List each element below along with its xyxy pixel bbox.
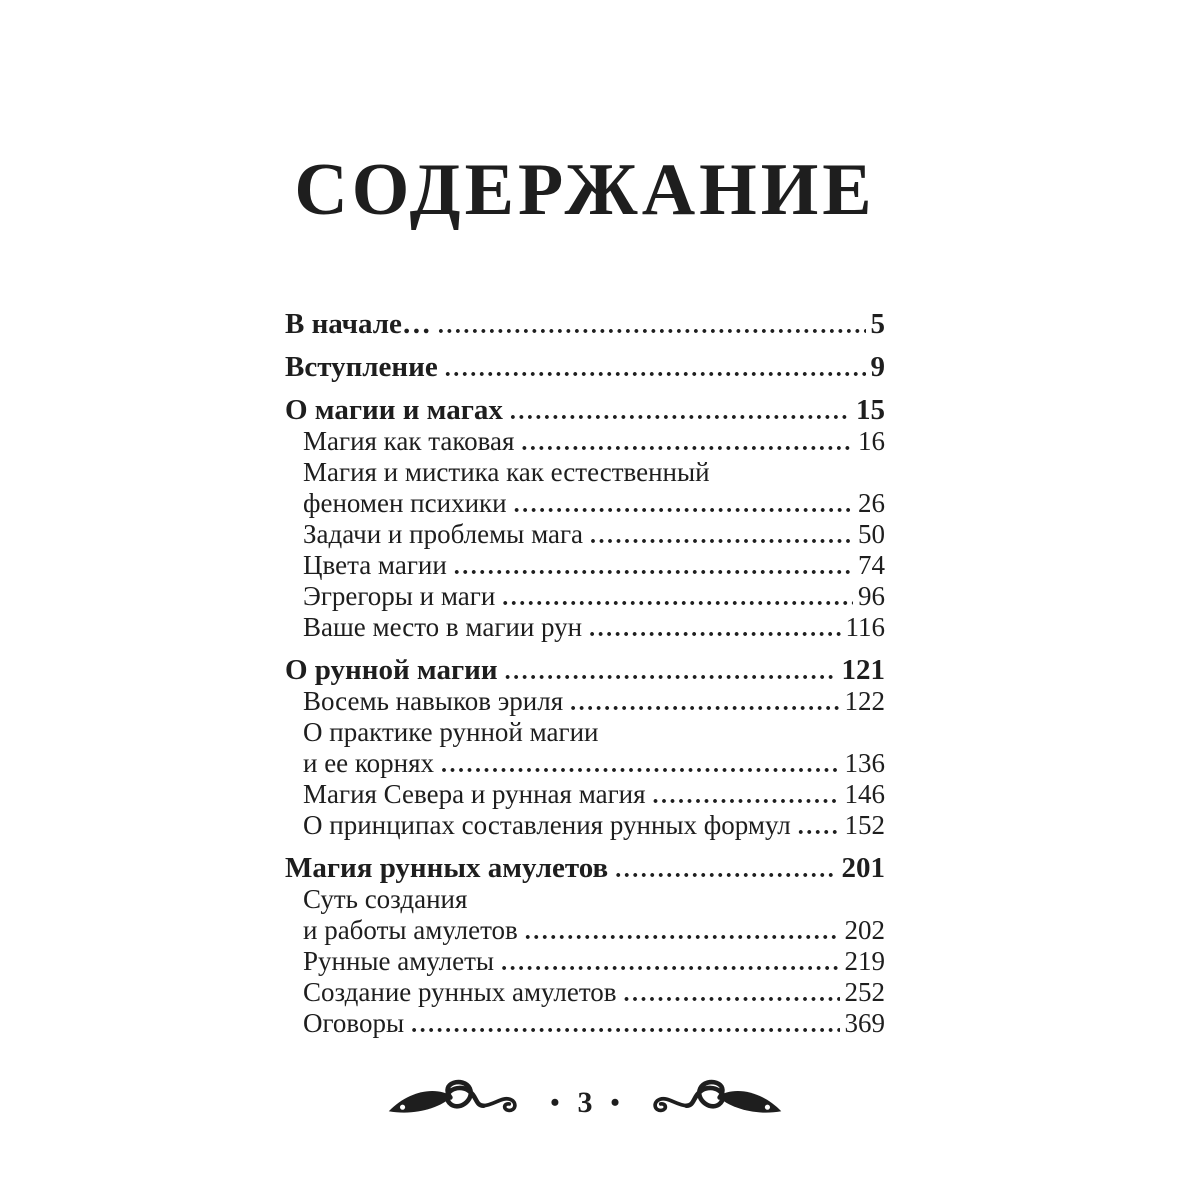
toc-entry [285, 581, 885, 612]
toc-entry-page: 26 [858, 488, 885, 518]
dot-leader [798, 810, 840, 843]
toc-entry [285, 748, 885, 779]
dot-leader [445, 352, 866, 385]
toc-entry-page: 5 [870, 308, 885, 340]
dot-leader [502, 581, 853, 614]
toc-entry [285, 915, 885, 946]
toc-entry [285, 426, 885, 457]
toc-entry-page: 201 [841, 852, 885, 884]
toc-entry-label: О принципах составления рунных формул [303, 810, 791, 840]
toc-entry [285, 810, 885, 841]
toc-entry-label: Цвета магии [303, 550, 447, 580]
toc-entry-label: Магия и мистика как естественный [303, 457, 710, 487]
dot-leader [525, 915, 840, 948]
toc-entry-label: Магия как таковая [303, 426, 515, 456]
dot-leader [615, 853, 836, 886]
dot-leader [570, 686, 839, 719]
toc-entry-label: Ваше место в магии рун [303, 612, 583, 642]
bullet-separator: • [610, 1088, 620, 1117]
toc-entry-label: Создание рунных амулетов [303, 977, 617, 1007]
toc-entry-label: Оговоры [303, 1008, 405, 1038]
toc-entry [285, 686, 885, 717]
dot-leader [590, 519, 853, 552]
toc-entry-page: 146 [844, 779, 885, 809]
toc-entry-page: 16 [858, 426, 885, 456]
toc-entry [285, 655, 885, 686]
toc-entry-page: 121 [841, 654, 885, 686]
toc-entry-page: 369 [844, 1008, 885, 1038]
toc-entry-label: О практике рунной магии [303, 717, 599, 747]
toc-entry-label: и работы амулетов [303, 915, 518, 945]
dot-leader [510, 395, 851, 428]
toc-entry-label: феномен психики [303, 488, 507, 518]
toc-entry-label: Магия Севера и рунная магия [303, 779, 646, 809]
toc-entry [285, 395, 885, 426]
toc-entry-label: и ее корнях [303, 748, 435, 778]
toc-entry-page: 122 [844, 686, 885, 716]
page-number: 3 [577, 1086, 593, 1119]
toc-entry [285, 488, 885, 519]
toc-entry-page: 116 [845, 612, 885, 642]
dot-leader [501, 946, 839, 979]
dot-leader [521, 426, 853, 459]
toc-entry-page: 96 [858, 581, 885, 611]
dot-leader [514, 488, 853, 521]
toc-entry [285, 946, 885, 977]
toc-entry [285, 352, 885, 383]
toc-entry-page: 219 [844, 946, 885, 976]
toc-entry [285, 717, 885, 748]
toc-entry [285, 779, 885, 810]
toc-entry-label: Задачи и проблемы мага [303, 519, 584, 549]
toc-entry [285, 309, 885, 340]
toc-entry-page: 252 [844, 977, 885, 1007]
celtic-flourish-icon [646, 1076, 784, 1130]
toc-entry [285, 519, 885, 550]
dot-leader [454, 550, 853, 583]
dot-leader [411, 1008, 839, 1041]
toc-entry [285, 550, 885, 581]
toc-entry [285, 977, 885, 1008]
toc-entry [285, 1008, 885, 1039]
page-footer [0, 1076, 1170, 1130]
toc-entry-page: 74 [858, 550, 885, 580]
toc-entry-label: Магия рунных амулетов [285, 852, 609, 884]
dot-leader [505, 655, 837, 688]
celtic-flourish-icon [386, 1076, 524, 1130]
toc-entry-label: В начале… [285, 308, 431, 340]
toc-entry [285, 457, 885, 488]
toc-entry-page: 15 [856, 394, 885, 426]
dot-leader [441, 748, 839, 781]
toc-entry [285, 612, 885, 643]
toc-entry-page: 9 [870, 351, 885, 383]
page-number-group [550, 1086, 619, 1120]
toc-list [285, 297, 885, 1039]
bullet-separator: • [550, 1088, 560, 1117]
toc-entry-page: 50 [858, 519, 885, 549]
toc-entry-label: Вступление [285, 351, 438, 383]
toc-entry-page: 202 [844, 915, 885, 945]
dot-leader [589, 612, 840, 645]
toc-entry-label: О рунной магии [285, 654, 498, 686]
toc-entry [285, 884, 885, 915]
dot-leader [438, 309, 866, 342]
toc-entry-page: 152 [844, 810, 885, 840]
dot-leader [624, 977, 840, 1010]
toc-entry [285, 853, 885, 884]
toc-entry-label: Рунные амулеты [303, 946, 495, 976]
toc-entry-label: Суть создания [303, 884, 468, 914]
dot-leader [653, 779, 840, 812]
toc-entry-page: 136 [844, 748, 885, 778]
toc-entry-label: О магии и магах [285, 394, 503, 426]
toc-entry-label: Эгрегоры и маги [303, 581, 496, 611]
page-title: СОДЕРЖАНИЕ [294, 149, 876, 231]
toc-entry-label: Восемь навыков эриля [303, 686, 564, 716]
